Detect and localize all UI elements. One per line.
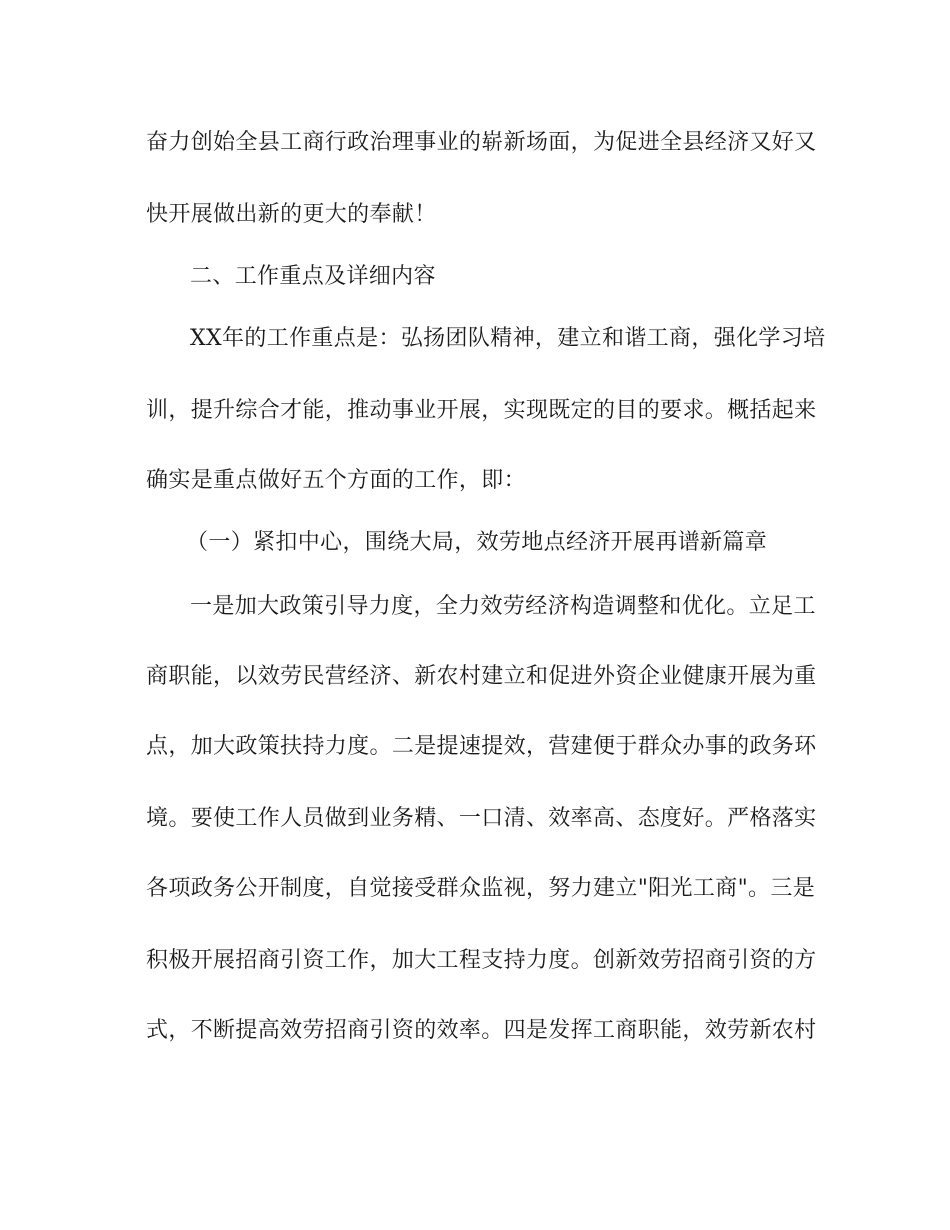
body-line-4: 训，提升综合才能，推动事业开展，实现既定的目的要求。概括起来 xyxy=(146,398,817,423)
body-line-5: 确实是重点做好五个方面的工作，即： xyxy=(146,468,526,493)
section-heading: 二、工作重点及详细内容 xyxy=(190,264,436,289)
body-line-12: 式，不断提高效劳招商引资的效率。四是发挥工商职能，效劳新农村 xyxy=(146,1018,817,1043)
body-line-6: 一是加大政策引导力度，全力效劳经济构造调整和优化。立足工 xyxy=(190,594,816,619)
body-line-8: 点，加大政策扶持力度。二是提速提效，营建便于群众办事的政务环 xyxy=(146,734,817,759)
body-line-2: 快开展做出新的更大的奉献！ xyxy=(146,202,437,227)
body-line-10: 各项政务公开制度，自觉接受群众监视，努力建立"阳光工商"。三是 xyxy=(146,876,816,901)
body-line-11: 积极开展招商引资工作，加大工程支持力度。创新效劳招商引资的方 xyxy=(146,948,817,973)
body-line-3: XX年的工作重点是：弘扬团队精神，建立和谐工商，强化学习培 xyxy=(190,326,826,351)
body-line-7: 商职能，以效劳民营经济、新农村建立和促进外资企业健康开展为重 xyxy=(146,664,817,689)
body-line-9: 境。要使工作人员做到业务精、一口清、效率高、态度好。严格落实 xyxy=(146,806,817,831)
subsection-heading: （一）紧扣中心，围绕大局，效劳地点经济开展再谱新篇章 xyxy=(186,530,768,555)
body-line-1: 奋力创始全县工商行政治理事业的崭新场面，为促进全县经济又好又 xyxy=(146,130,817,155)
